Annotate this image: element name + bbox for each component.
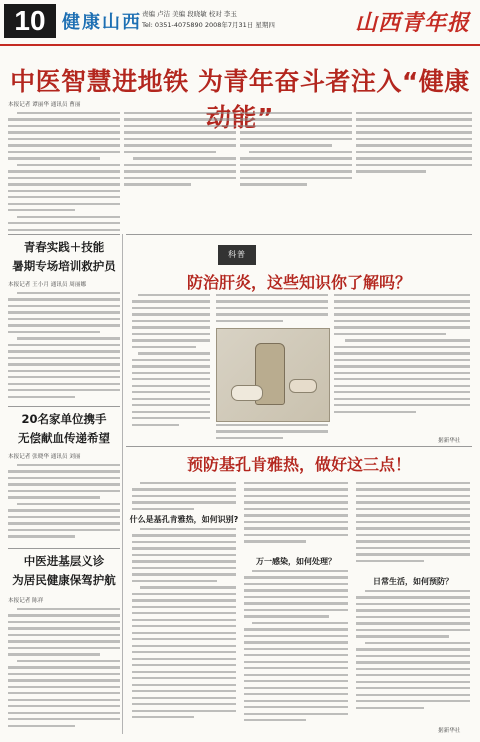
masthead: [0, 0, 480, 46]
side-story-1-title-line2: 暑期专场培训救护员: [12, 259, 116, 273]
chik-column-2: [244, 570, 348, 734]
divider: [126, 446, 472, 447]
liver-column-2-top: [216, 294, 328, 324]
side-story-2-body: [8, 464, 120, 542]
lead-column-2: [124, 112, 236, 190]
lead-column-3: [240, 112, 352, 190]
side-story-3-title-line1: 中医进基层义诊: [23, 554, 105, 568]
chik-column-1: [132, 528, 236, 734]
section-title: 健康山西: [62, 12, 142, 33]
chik-subhead-2: 万一感染，如何处理？: [256, 557, 336, 566]
lead-byline: 本报记者 谭丽华 通讯员 曹丽: [8, 102, 81, 108]
side-story-1-title: [8, 238, 120, 276]
chik-subhead-1: 什么是基孔肯雅热，如何识别?: [129, 515, 239, 524]
side-story-3-title: [8, 552, 120, 590]
divider: [8, 406, 120, 407]
editor-credits: 责编 卢洁 美编 段晓敏 校对 李玉: [142, 10, 237, 18]
page-number: 10: [4, 4, 56, 38]
liver-column-1: [132, 294, 210, 444]
column-divider: [122, 234, 123, 734]
issue-info: Tel: 0351-4075890 2008年7月31日 星期四: [142, 21, 275, 29]
chikungunya-headline: 预防基孔肯雅热，做好这三点！: [186, 455, 411, 474]
divider: [126, 234, 472, 235]
side-story-2-byline: 本报记者 张晓华 通讯员 刘丽: [8, 454, 81, 460]
side-story-3-body: [8, 608, 120, 734]
liver-column-3: [334, 294, 470, 434]
lead-column-4: [356, 112, 472, 190]
kicker-badge: 科普: [218, 245, 256, 265]
medicine-photo: [216, 328, 330, 422]
chik-column-3-top: [356, 482, 470, 572]
chik-column-1-top: [132, 482, 236, 512]
newspaper-logo: 山西青年报: [354, 10, 470, 36]
lead-column-1: [8, 112, 120, 232]
divider: [8, 548, 120, 549]
chik-column-3: [356, 590, 470, 720]
side-story-2-title-line2: 无偿献血传递希望: [18, 431, 110, 445]
divider: [8, 234, 120, 235]
side-story-3-title-line2: 为居民健康保驾护航: [12, 573, 116, 587]
side-story-1-byline: 本报记者 王小月 通讯员 周丽娜: [8, 282, 87, 288]
side-story-3-byline: 本报记者 陈祥: [8, 598, 44, 604]
side-story-1-title-line1: 青春实践＋技能: [23, 240, 105, 254]
pill: [231, 385, 263, 401]
liver-credit: 据新华社: [438, 438, 461, 444]
pill: [289, 379, 317, 393]
liver-headline: 防治肝炎，这些知识你了解吗？: [186, 273, 411, 292]
side-story-1-body: [8, 292, 120, 404]
chik-column-2-top: [244, 482, 348, 552]
chikungunya-credit: 据新华社: [438, 728, 461, 734]
liver-column-2-bottom: [216, 424, 328, 444]
side-story-2-title: [8, 410, 120, 448]
lead-headline: 中医智慧进地铁 为青年奋斗者注入“健康: [10, 67, 470, 96]
side-story-2-title-line1: 20名家单位携手: [21, 412, 107, 426]
chik-subhead-3: 日常生活，如何预防？: [373, 577, 453, 586]
